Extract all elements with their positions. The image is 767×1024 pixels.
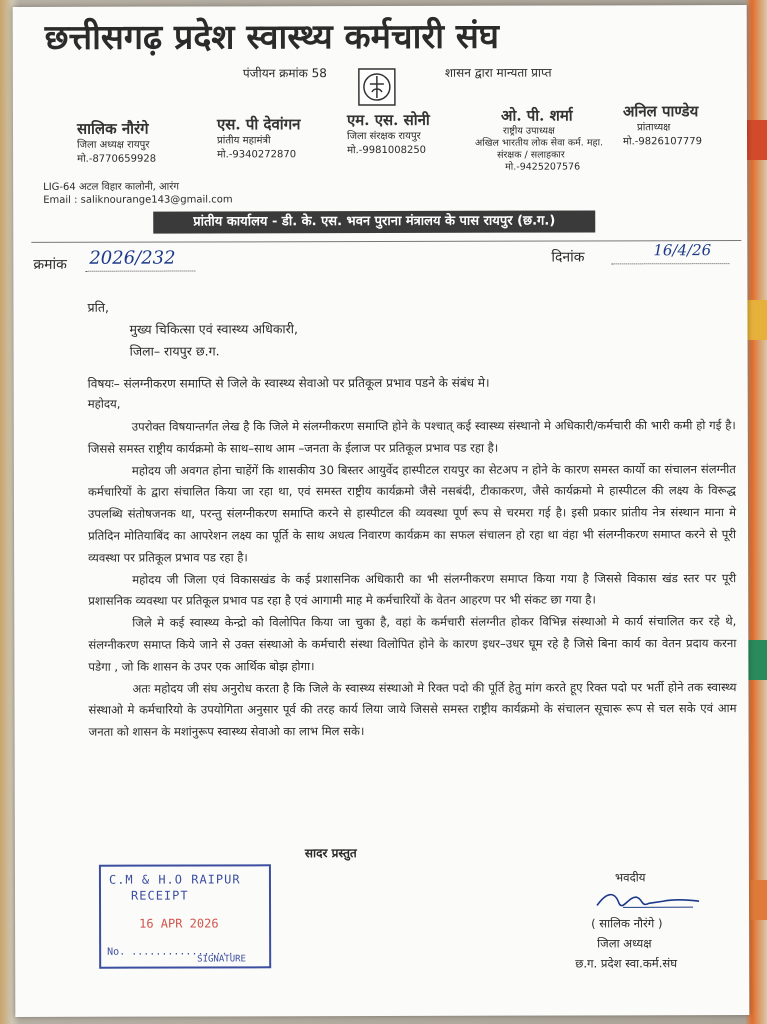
official-role: प्रांतीय महामंत्री — [217, 135, 271, 147]
registration-number: पंजीयन क्रमांक 58 — [242, 66, 327, 81]
signature-block — [553, 867, 743, 973]
sign-off: भवदीय — [614, 870, 646, 885]
official-card — [623, 101, 743, 149]
official-name: सालिक नौरंगे — [76, 119, 149, 138]
body-paragraph: महोदय जी जिला एवं विकासखंड के कई प्रशासनिक अधिकारी का भी संलग्नीकरण समाप्त किया गया है जिससे विकास खंड स्तर पर पूरी प्रशासनिक व्यवस्था पर प्रतिकूल प्रभाव पड रहा है एवं आगामी माह मे कर्मचारियों के वेतन आहरण पर भी संकट छा गया है। — [88, 570, 737, 609]
official-role: अखिल भारतीय लोक सेवा कर्म. महा. — [475, 137, 604, 149]
signatory-title: जिला अध्यक्ष — [597, 936, 652, 951]
official-card — [77, 118, 217, 166]
signatory-name: ( सालिक नौरंगे ) — [591, 916, 663, 931]
background-poster-strip — [747, 120, 767, 160]
body-paragraph: महोदय जी अवगत होना चाहेंगें कि शासकीय 30 बिस्तर आयुर्वेद हास्पीटल रायपुर का सेटअप न होने के कारण समस्त कार्यो का संचालन संलग्नीत कर्मचारियों के द्वारा संचालित किया जा रहा था, एवं समस्त राष्ट्रीय कार्यक्रमो जैसे नसबंदी, टीकाकरण, जैसे कार्यक्रमो मे हास्पीटल की लक्ष्य के विरूद्ध उपलब्धि संतोषजनक था, परन्तु संलग्नीकरण समाप्ति करने से हास्पीटल की व्यवस्था पूर्ण रूप से चरमरा गई है। इसी प्रकार प्रांतीय नेत्र संस्थान माना मे प्रतिदिन मोतियाबिंद का आपरेशन लक्ष्य का पूर्ति के साथ अधत्व निवारण कार्यक्रम का सफल संचालन हो रहा था वंहा भी संलग्नीकरण समाप्त करने से पूरी व्यवस्था पर प्रतिकूल प्रभाव पड रहा है। — [87, 461, 737, 565]
official-name: ओ. पी. शर्मा — [500, 106, 573, 125]
body-paragraph: जिले मे कई स्वास्थ्य केन्द्रो को विलोपित किया जा चुका है, वहां के कर्मचारी संलग्नीत होकर विभिन्न संस्थाओ मे कार्य संचालित कर रहे थे, संलग्नीकरण समाप्त किये जाने से उक्त संस्थाओ के कर्मचारी संस्था विलोपित होने के कारण इधर–उधर घूम रहे है जिसे बिना कार्य का वेतन प्रदाय करना पडेगा , जो कि शासन के उपर एक आर्थिक बोझ होगा। — [88, 614, 737, 674]
stamp-office: C.M & H.O RAIPUR — [108, 872, 241, 887]
official-role: जिला संरक्षक रायपुर — [347, 130, 421, 143]
signatory-organisation: छ.ग. प्रदेश स्वा.कर्म.संघ — [575, 956, 678, 971]
reference-label: क्रमांक — [33, 256, 67, 273]
official-contact: मो.-9425207576 — [505, 161, 581, 173]
reference-dotted-line — [85, 270, 195, 271]
official-role: प्रांताध्यक्ष — [636, 122, 671, 134]
letter-page — [13, 5, 750, 1017]
letterhead-title: छत्तीसगढ़ प्रदेश स्वास्थ्य कर्मचारी संघ — [44, 16, 500, 58]
header-divider — [31, 240, 741, 243]
union-emblem-icon — [358, 68, 396, 106]
date-label: दिनांक — [551, 249, 585, 266]
office-address — [43, 180, 233, 206]
background-poster-strip — [747, 880, 767, 920]
stamp-receipt: RECEIPT — [130, 888, 189, 903]
background-poster-strip — [747, 640, 767, 680]
official-role: जिला अध्यक्ष रायपुर — [77, 139, 150, 151]
stamp-date: 16 APR 2026 — [139, 916, 219, 931]
official-card — [217, 114, 347, 162]
date-dotted-line — [611, 263, 729, 264]
official-name: अनिल पाण्डेय — [622, 102, 699, 121]
body-paragraph: उपरोक्त विषयान्तर्गत लेख है कि जिले मे संलग्नीकरण समाप्ति होने के पश्चात् कई स्वास्थ्य संस्थानो मे अधिकारी/कर्मचारी की भारी कमी हो गई है। जिससे समस्त राष्ट्रीय कार्यक्रमो के साथ–साथ आम –जनता के ईलाज पर प्रतिकूल प्रभाव पड रहा है। — [87, 418, 736, 456]
official-contact: मो.-9826107779 — [623, 136, 703, 148]
official-contact: मो.-9340272870 — [217, 149, 297, 161]
official-card — [347, 110, 477, 158]
stamp-number: No. ................. — [107, 946, 234, 958]
government-recognition: शासन द्वारा मान्यता प्राप्त — [444, 65, 552, 80]
address-line: LIG-64 अटल विहार कालोनी, आरंग — [43, 181, 179, 193]
background-poster-strip — [747, 300, 767, 340]
receipt-stamp — [99, 864, 271, 968]
reference-number: 2026/232 — [89, 247, 176, 269]
recipient-district: जिला– रायपुर छ.ग. — [129, 343, 220, 359]
official-contact: मो.-9981008250 — [347, 144, 427, 157]
recipient-prefix: प्रति, — [87, 299, 109, 315]
official-role: संरक्षक / सलाहकार — [497, 149, 565, 161]
closing-line: सादर प्रस्तुत — [304, 846, 357, 861]
handwritten-signature — [593, 887, 703, 913]
official-name: एम. एस. सोनी — [346, 110, 430, 130]
letter-salutation: महोदय, — [87, 396, 121, 411]
official-contact: मो.-8770659928 — [77, 153, 157, 165]
recipient-designation: मुख्य चिकित्सा एवं स्वास्थ्य अधिकारी, — [129, 321, 298, 337]
provincial-office-bar: प्रांतीय कार्यालय - डी. के. एस. भवन पुराना मंत्रालय के पास रायपुर (छ.ग.) — [153, 210, 595, 233]
body-paragraph: अतः महोदय जी संघ अनुरोध करता है कि जिले के स्वास्थ्य संस्थाओ मे रिक्त पदो की पूर्ति हेतु मांग करते हूए रिक्त पदो पर भर्ती होने तक स्वास्थ्य संस्थाओ मे कर्मचारियो के उपयोगिता अनुसार पूर्व की तरह कार्य लिया जाये जिससे समस्त राष्ट्रीय कार्यक्रमो के संचालन सूचारू रूप से चल सके एवं आम जनता को शासन के मशांनुरूप स्वास्थ्य सेवाओ का लाभ मिल सके। — [88, 679, 737, 739]
stamp-signature: SIGNATURE — [197, 954, 246, 965]
official-name: एस. पी देवांगन — [216, 115, 301, 134]
email-address: Email : saliknourange143@gmail.com — [43, 194, 233, 206]
official-role: राष्ट्रीय उपाध्यक्ष — [502, 125, 555, 137]
letter-body — [88, 415, 737, 744]
official-card — [475, 105, 635, 173]
letter-date: 16/4/26 — [653, 241, 712, 260]
letter-subject: विषयः– संलग्नीकरण समाप्ति से जिले के स्वास्थ्य सेवाओ पर प्रतिकूल प्रभाव पडने के संबंध मे। — [87, 375, 490, 391]
